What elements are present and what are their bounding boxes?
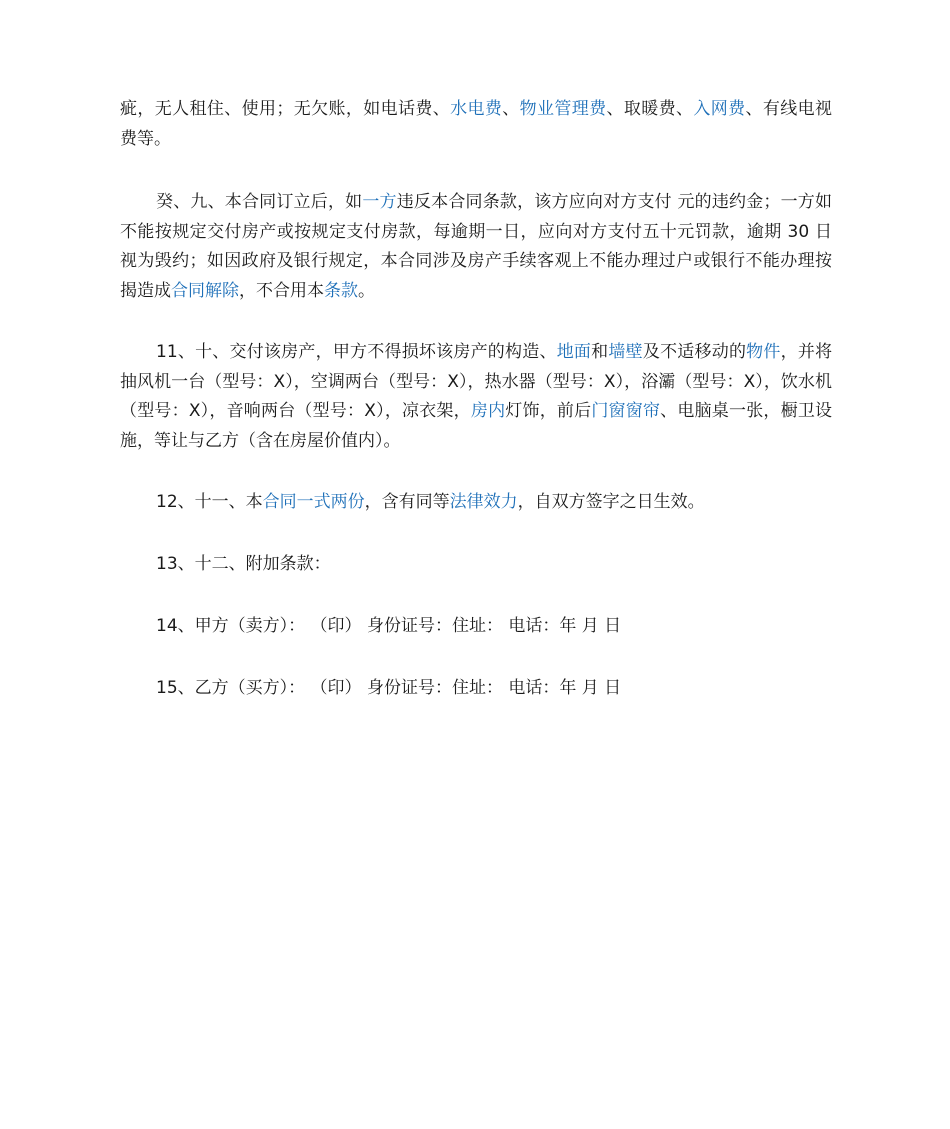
text-run: 12、十一、本 (156, 492, 263, 512)
text-run: 、取暖费、 (606, 99, 694, 119)
text-run: 15、乙方（买方）： （印） 身份证号：住址： 电话：年 月 日 (156, 678, 622, 698)
text-run: 癸、九、本合同订立后，如 (156, 192, 363, 212)
text-run: 11、十、交付该房产，甲方不得损坏该房产的构造、 (156, 342, 557, 362)
text-run: 和 (591, 342, 609, 362)
text-run: 14、甲方（卖方）： （印） 身份证号：住址： 电话：年 月 日 (156, 616, 622, 636)
inline-link[interactable]: 法律效力 (449, 492, 518, 512)
text-run: 灯饰，前后 (505, 401, 592, 421)
text-run: ，自双方签字之日生效。 (517, 492, 705, 512)
paragraph-party-a (120, 612, 832, 642)
inline-link[interactable]: 条款 (324, 280, 358, 301)
inline-link[interactable]: 物业管理费 (519, 99, 607, 119)
inline-link[interactable]: 物件 (746, 342, 781, 362)
inline-link[interactable]: 门窗窗帘 (591, 401, 661, 421)
text-run: 疵，无人租住、使用；无欠账，如电话费、 (120, 99, 451, 119)
text-run: ，含有同等 (364, 492, 450, 512)
text-run: ，并将抽风机一台（型号：X），空调两台（型号：X），热水器（型号：X），浴灞（型号：X），饮水机（型号：X），音响两台（型号：X），凉衣架， (120, 342, 833, 421)
paragraph-carryover (120, 95, 832, 154)
paragraph-clause-9 (120, 188, 832, 306)
paragraph-clause-10 (120, 338, 832, 456)
inline-link[interactable]: 水电费 (450, 99, 503, 119)
text-run: 及不适移动的 (642, 342, 747, 362)
inline-link[interactable]: 合同解除 (171, 280, 239, 301)
text-run: 、有线电视费等。 (120, 99, 832, 149)
paragraph-party-b (120, 674, 832, 704)
inline-link[interactable]: 地面 (556, 342, 592, 362)
text-run: 、电脑桌一张，橱卫设施，等让与乙方（含在房屋价值内）。 (120, 401, 833, 451)
paragraph-clause-11 (120, 488, 832, 518)
inline-link[interactable]: 一方 (362, 192, 397, 212)
text-run: 、 (502, 99, 520, 119)
inline-link[interactable]: 房内 (470, 401, 506, 421)
text-run: 13、十二、附加条款： (156, 554, 331, 574)
text-run: 违反本合同条款，该方应向对方支付 元的违约金；一方如不能按规定交付房产或按规定支付房款，每逾期一日，应向对方支付五十元罚款，逾期 30 日视为毁约；如因政府及银行规定，本合同涉及房产手续客观上不能办理过户或银行不能办理按揭造成 (120, 192, 833, 301)
paragraph-clause-12 (120, 550, 832, 580)
text-run: 。 (358, 280, 375, 301)
inline-link[interactable]: 墙壁 (608, 342, 643, 362)
inline-link[interactable]: 入网费 (693, 99, 746, 119)
text-run: ，不合用本 (239, 280, 324, 301)
document-page (120, 95, 832, 736)
inline-link[interactable]: 合同一式两份 (262, 492, 365, 512)
